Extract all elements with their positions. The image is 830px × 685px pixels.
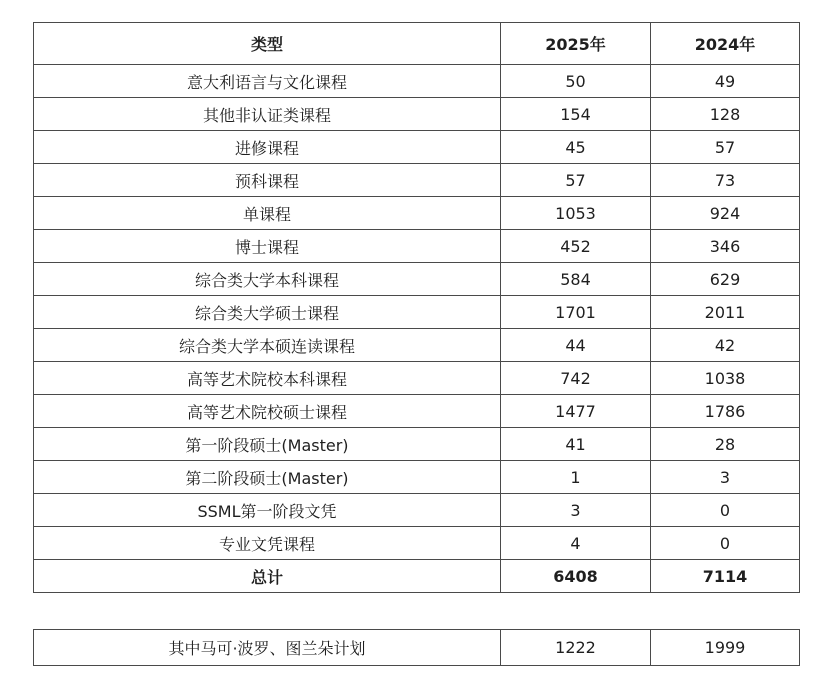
cell-2025: 44	[501, 329, 651, 362]
cell-2025: 452	[501, 230, 651, 263]
cell-2025: 1477	[501, 395, 651, 428]
cell-type: 专业文凭课程	[34, 527, 501, 560]
cell-2025: 584	[501, 263, 651, 296]
table-row	[34, 395, 800, 428]
cell-2024: 128	[651, 98, 800, 131]
cell-2025: 57	[501, 164, 651, 197]
table-row	[34, 65, 800, 98]
cell-type: 综合类大学本硕连读课程	[34, 329, 501, 362]
cell-2025: 3	[501, 494, 651, 527]
cell-type: 其他非认证类课程	[34, 98, 501, 131]
cell-type: 进修课程	[34, 131, 501, 164]
cell-2025: 1	[501, 461, 651, 494]
cell-type: 综合类大学本科课程	[34, 263, 501, 296]
cell-2024: 49	[651, 65, 800, 98]
cell-2024: 2011	[651, 296, 800, 329]
note-2024: 1999	[651, 630, 800, 666]
table-row	[34, 296, 800, 329]
total-2025: 6408	[501, 560, 651, 593]
enrollment-table	[33, 22, 800, 593]
cell-type: 第二阶段硕士(Master)	[34, 461, 501, 494]
table-row	[34, 461, 800, 494]
cell-type: 意大利语言与文化课程	[34, 65, 501, 98]
cell-2024: 1038	[651, 362, 800, 395]
cell-2024: 924	[651, 197, 800, 230]
total-row	[34, 560, 800, 593]
cell-2024: 57	[651, 131, 800, 164]
header-2024: 2024年	[651, 23, 800, 65]
table-row	[34, 164, 800, 197]
cell-type: 高等艺术院校本科课程	[34, 362, 501, 395]
total-label: 总计	[34, 560, 501, 593]
cell-2025: 4	[501, 527, 651, 560]
cell-type: 高等艺术院校硕士课程	[34, 395, 501, 428]
cell-2024: 42	[651, 329, 800, 362]
cell-2025: 154	[501, 98, 651, 131]
cell-type: 预科课程	[34, 164, 501, 197]
cell-2024: 0	[651, 527, 800, 560]
header-row	[34, 23, 800, 65]
cell-2024: 28	[651, 428, 800, 461]
cell-2025: 1701	[501, 296, 651, 329]
cell-2025: 45	[501, 131, 651, 164]
note-label: 其中马可·波罗、图兰朵计划	[34, 630, 501, 666]
cell-2025: 1053	[501, 197, 651, 230]
table-row	[34, 362, 800, 395]
cell-2025: 742	[501, 362, 651, 395]
cell-type: 综合类大学硕士课程	[34, 296, 501, 329]
cell-type: 单课程	[34, 197, 501, 230]
note-2025: 1222	[501, 630, 651, 666]
table-row	[34, 131, 800, 164]
table-row	[34, 197, 800, 230]
header-type: 类型	[34, 23, 501, 65]
header-2025: 2025年	[501, 23, 651, 65]
program-note-table	[33, 629, 800, 666]
table-row	[34, 527, 800, 560]
cell-2025: 41	[501, 428, 651, 461]
note-row	[34, 630, 800, 666]
table-row	[34, 494, 800, 527]
cell-2024: 73	[651, 164, 800, 197]
cell-type: 博士课程	[34, 230, 501, 263]
cell-2024: 346	[651, 230, 800, 263]
table-row	[34, 329, 800, 362]
table-row	[34, 98, 800, 131]
cell-type: 第一阶段硕士(Master)	[34, 428, 501, 461]
cell-2024: 0	[651, 494, 800, 527]
table-row	[34, 230, 800, 263]
cell-2024: 1786	[651, 395, 800, 428]
cell-type: SSML第一阶段文凭	[34, 494, 501, 527]
cell-2024: 3	[651, 461, 800, 494]
total-2024: 7114	[651, 560, 800, 593]
table-row	[34, 428, 800, 461]
table-row	[34, 263, 800, 296]
cell-2024: 629	[651, 263, 800, 296]
cell-2025: 50	[501, 65, 651, 98]
